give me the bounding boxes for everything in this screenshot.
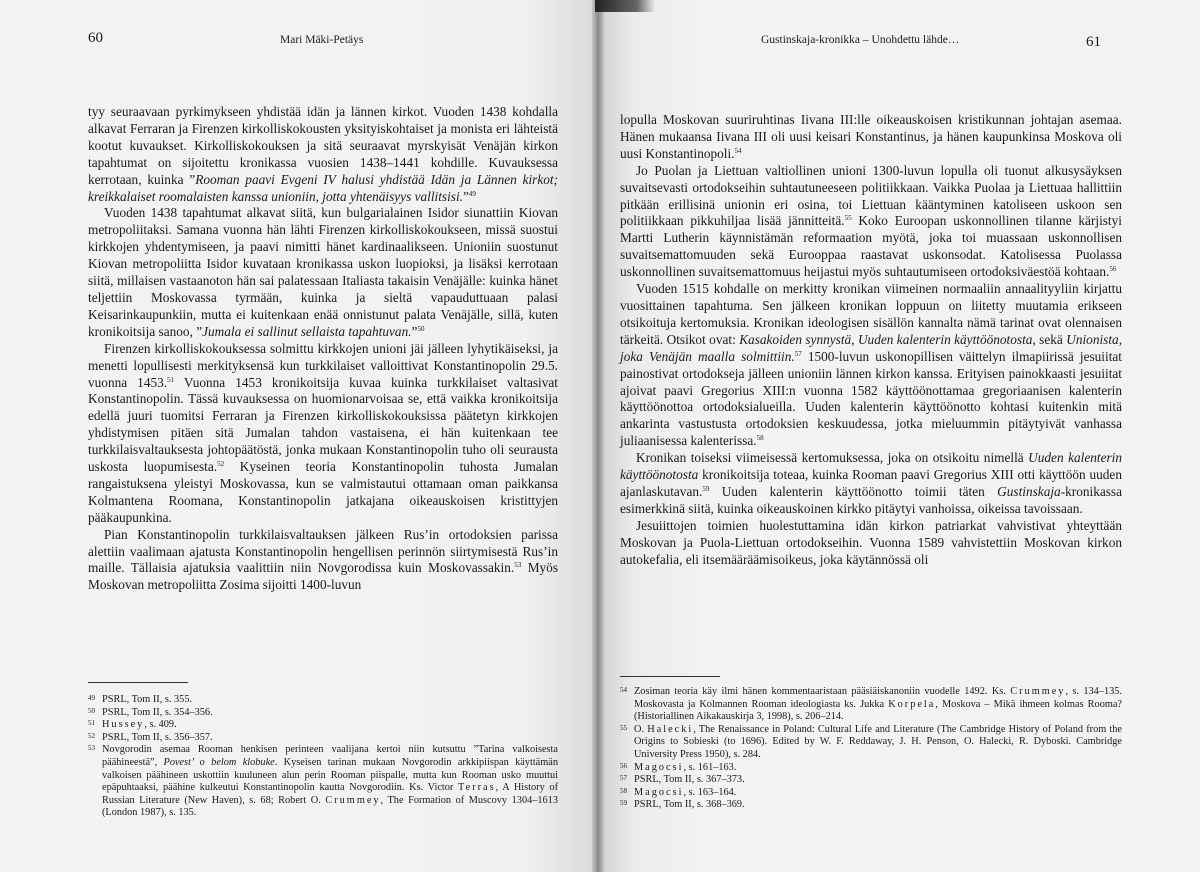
footnote-rule <box>620 676 720 677</box>
body-text <box>620 112 1122 568</box>
footnote-text: Magocsi, s. 163–164. <box>634 786 737 798</box>
paragraph: Jesuiittojen toimien huolestuttamina idän kirkon patriarkat vahvistivat yhteyttään Moskovan ja Puola-Liettuan ortodokseihin. Vuonna 1589 vahvistettiin Moskovan kirkon autokefalia, eli itsemääräämisoikeus, joka käytännössä oli <box>620 517 1122 567</box>
page-shadow <box>595 0 655 12</box>
footnote-number: 52 <box>88 731 95 740</box>
footnote-number: 59 <box>620 799 627 808</box>
footnote-number: 51 <box>88 719 95 728</box>
footnote-number: 50 <box>88 706 95 715</box>
footnote-number: 58 <box>620 786 627 795</box>
footnote-number: 56 <box>620 761 627 770</box>
footnote <box>620 787 1122 800</box>
footnote-rule <box>88 682 188 683</box>
footnote-text: Hussey, s. 409. <box>102 719 177 731</box>
footnote-text: PSRL, Tom II, s. 355. <box>102 694 193 705</box>
paragraph: tyy seuraavaan pyrkimykseen yhdistää idän ja lännen kirkot. Vuoden 1438 kohdalla alkavat Ferraran ja Firenzen kirkolliskokousten yksityiskohtaiset ja monista eri lähteistä kootut kuvaukset. Kirkolliskokouksen ja sitä seuraavat myrskyisät Venäjän kirkon tapahtumat on sijoitettu kronikassa vuosien 1438–1441 kohdille. Kuvauksessa kerrotaan, kuinka ”Rooman paavi Evgeni IV halusi yhdistää Idän ja Lännen kirkot; kreikkalaiset roomalaisten kanssa unioniin, jotta yhtenäisyys vallitsisi.”$^{49}$ <box>88 104 559 204</box>
footnote <box>88 707 558 720</box>
footnote-number: 54 <box>620 686 627 694</box>
footnote <box>620 724 1122 762</box>
footnote <box>88 732 558 745</box>
right-page <box>598 0 1200 872</box>
footnote <box>620 686 1122 724</box>
paragraph: Firenzen kirkolliskokouksessa solmittu kirkkojen unioni jäi jälleen lyhytikäiseksi, ja menetti lopullisesti merkityksensä kun turkkilaiset valloittivat Konstantinopolin 29.5. vuonna 1453.51 Vuonna 1453 kronikoitsija kuvaa kuinka turkkilaiset valtasivat Konstantinopolin. Tässä kuvauksessa on huomionarvoisaa se, että vaikka kronikoitsija edellä juuri tuomitsi Ferraran ja Firenzen kirkolliskokouksissa päätetyn kirkkojen yhdistymisen pitäen sitä Jumalan tahdon vastaisena, ei hän kuitenkaan tee turkkilaisvaltauksesta johtopäätöstä, jonka mukaan Konstantinopolin tuho oli seurausta uskosta luopumisesta.$^{52}$ Kyseinen teoria Konstantinopolin tuhosta Jumalan rangaistuksena yleistyi Moskovassa, kun se valmistautui ottamaan oman paikkansa Kolmantena Roomana, Konstantinopolin jatkajana oikeauskoisen kristittyjen pääkaupunkina. <box>88 340 559 525</box>
footnote-number: 53 <box>88 744 95 753</box>
paragraph: Jo Puolan ja Liettuan valtiollinen unioni 1300-luvun lopulla oli tuonut alkusysäyksen suvaitsevasti ortodokseihin suhtautuneeseen politiikkaan. Vaikka Puolaa ja Liettuaa hallittiin pitkään erillisinä unionin eri osina, toi Liettuan kääntyminen katoliseen uskoon sen politiikkaan pikkuhiljaa lisää jännitteitä.$^{55}$ Koko Euroopan uskonnollinen tilanne kärjistyi Martti Lutherin käynnistämän reformaation myötä, joka toi muassaan uskonnollisen suvaitsemattomuuden sekä Eurooppaa raastavat uskonsodat. Katolisessa Puolassa uskonnollinen suvaitsemattomuus heijastui myös suhtautumiseen ortodoksiväestöä kohtaan.$^{56}$ <box>620 162 1122 280</box>
footnotes <box>88 694 558 820</box>
left-page <box>0 0 598 872</box>
page-number: 60 <box>88 30 103 46</box>
running-head: Mari Mäki-Petäys <box>280 34 364 46</box>
running-head: Gustinskaja-kronikka – Unohdettu lähde… <box>761 34 960 46</box>
footnotes <box>620 686 1122 812</box>
footnote <box>88 719 558 732</box>
footnote <box>620 799 1122 812</box>
paragraph: Kronikan toiseksi viimeisessä kertomuksessa, joka on otsikoitu nimellä Uuden kalenterin käyttöönotosta kronikoitsija toteaa, kuinka Rooman paavi Gregorius XIII otti käyttöön uuden ajanlaskutavan.$^{59}$ Uuden kalenterin käyttöönotto toimii täten Gustinskaja-kronikassa esimerkkinä siitä, kuinka oikeauskoinen kirkko pitäytyi vanhoissa, oikeissa tavoissaan. <box>620 450 1122 516</box>
paragraph: Vuoden 1438 tapahtumat alkavat siitä, kun bulgarialainen Isidor siunattiin Kiovan metropoliitaksi. Samana vuonna hän lähti Firenzen kirkolliskokoukseen, missä suostui kirkkojen yhdentymiseen, ja paavi nimitti hänet kardinaalikseen. Unioniin suostunut Kiovan metropoliitta Isidor kuvataan kronikassa uskon luopioksi, ja lisäksi kerrotaan siitä, millaisen vastaanoton hän sai palatessaan Italiasta takaisin Venäjälle: kuinka hänet teljettiin Moskovassa tyrmään, kuinka ja sieltä vapauduttuaan palasi Keisarinkaupunkiin, mutta ei kuitenkaan enää onnistunut palata Venäjälle, sillä, kuten kronikoitsija sanoo, ”Jumala ei sallinut sellaista tapahtuvan.”$^{50}$ <box>88 205 558 339</box>
book-gutter <box>592 0 604 872</box>
footnote <box>88 744 558 820</box>
footnote-text: PSRL, Tom II, s. 356–357. <box>102 731 213 743</box>
footnote-text: PSRL, Tom II, s. 367–373. <box>634 774 745 786</box>
footnote-text: O. Halecki, The Renaissance in Poland: Cultural Life and Literature (The Cambridge History of Poland from the Origins to Sobieski (to 1696). Edited by W. F. Reddaway, J. H. Penson, O. Halecki, R. Dyboski. Cambridge University Press 1950), s. 284. <box>634 723 1122 760</box>
footnote-text: PSRL, Tom II, s. 368–369. <box>634 799 745 811</box>
footnote-text: PSRL, Tom II, s. 354–356. <box>102 706 213 718</box>
footnote-number: 55 <box>620 723 627 732</box>
body-text <box>88 104 558 594</box>
footnote-text: Novgorodin asemaa Rooman henkisen perinteen vaalijana kertoi niin kutsuttu ”Tarina valkoisesta päähineestä”, Povest’ o belom klobuke. Kyseisen tarinan mukaan Novgorodin arkkipiispan käyttämän valkoisen päähineen uskottiin kuuluneen alun perin Rooman piispalle, mutta kun Rooman usko muuttui epäpuhtaaksi, päähine kulkeutui Konstantinopolin kautta Novgorodiin. Ks. Victor Terras, A History of Russian Literature (New Haven), s. 68; Robert O. Crummey, The Formation of Muscovy 1304–1613 (London 1987), s. 135. <box>102 744 558 819</box>
page-number: 61 <box>1086 34 1101 50</box>
footnote-number: 49 <box>88 694 95 702</box>
footnote-text: Magocsi, s. 161–163. <box>634 761 737 773</box>
footnote-number: 57 <box>620 774 627 783</box>
footnote <box>620 762 1122 775</box>
footnote <box>88 694 558 707</box>
footnote-text: Zosiman teoria käy ilmi hänen kommentaaristaan pääsiäiskanoniin vuodelle 1492. Ks. Crummey, s. 134–135. Moskovasta ja Kolmannen Rooman ideologiasta ks. Jukka Korpela, Moskova – Mikä ihmeen kolmas Rooma? (Historiallinen Aikakauskirja 3, 1998), s. 206–214. <box>634 686 1123 723</box>
paragraph: Pian Konstantinopolin turkkilaisvaltauksen jälkeen Rus’in ortodoksien parissa alettiin vaalimaan ajatusta Konstantinopolin hengellisen perinnön siirtymisestä Rus’in maille. Tällaisia ajatuksia vaalittiin niin Novgorodissa kuin Moskovassakin.$^{53}$ Myös Moskovan metropoliitta Zosima sijoitti 1400-luvun <box>88 526 559 593</box>
footnote <box>620 774 1122 787</box>
paragraph: Vuoden 1515 kohdalle on merkitty kronikan viimeinen normaaliin annaalityyliin kirjattu vuosittainen tapahtuma. Sen jälkeen kronikan loppuun on liitetty muutamia erikseen otsikoituja kertomuksia. Kronikan ideologisen sisällön kannalta nämä tarinat ovat olennaisen tärkeitä. Otsikot ovat: Kasakoiden synnystä, Uuden kalenterin käyttöönotosta, sekä Unionista, joka Venäjän maalla solmittiin.$^{57}$ 1500-luvun uskonopillisen väittelyn ilmapiirissä jesuiitat painostivat ortodokseja jälleen unioniin lännen kirkon kanssa. Erityisen painokkaasti jesuiitat ajoivat paavi Gregorius XIII:n vuonna 1582 käyttöönottamaa gregoriaanisen kalenterin käyttöönottoa ortodoksialueilla. Uuden kalenterin käyttöönotto kohtasi kuitenkin mitä ankarinta vastustusta ortodoksien keskuudessa, jotka mieluummin pitäytyivät vanhassa juliaanisessa kalenterissa.$^{58}$ <box>620 281 1123 449</box>
paragraph: lopulla Moskovan suuriruhtinas Iivana III:lle oikeauskoisen kristikunnan johtajan asemaa. Hänen mukaansa Iivana III oli uusi keisari Konstantinus, ja hänen kaupunkinsa Moskova oli uusi Konstantinopoli.$^{54}$ <box>620 112 1122 161</box>
